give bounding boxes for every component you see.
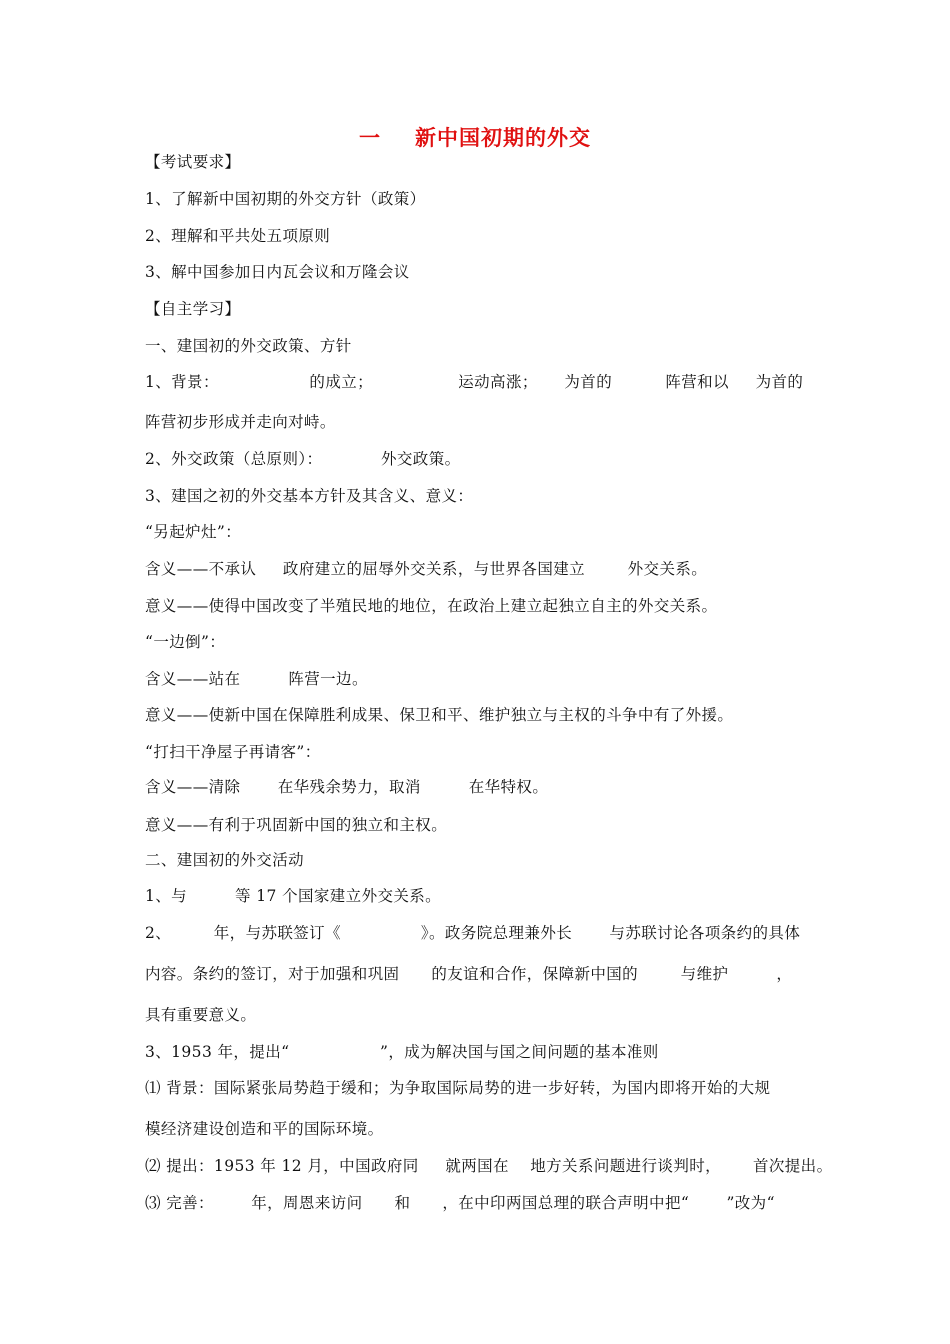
text-line: “另起炉灶”： — [145, 523, 242, 541]
text-line: 含义——不承认 政府建立的屈辱外交关系，与世界各国建立 外交关系。 — [145, 560, 708, 578]
text-line: 3、解中国参加日内瓦会议和万隆会议 — [145, 263, 410, 281]
text-line: ⑶ 完善： 年，周恩来访问 和 ，在中印两国总理的联合声明中把“ ”改为“ — [145, 1194, 775, 1212]
title-number: 一 — [359, 125, 381, 150]
section-heading-exam: 【考试要求】 — [145, 153, 241, 171]
text-line: 内容。条约的签订，对于加强和巩固 的友谊和合作，保障新中国的 与维护 ， — [145, 965, 793, 983]
text-line: 1、了解新中国初期的外交方针（政策） — [145, 190, 426, 208]
text-line: 一、建国初的外交政策、方针 — [145, 337, 352, 355]
text-line: 具有重要意义。 — [145, 1006, 257, 1024]
text-line: 2、 年，与苏联签订《 》。政务院总理兼外长 与苏联讨论各项条约的具体 — [145, 924, 801, 942]
text-line: 含义——清除 在华残余势力，取消 在华特权。 — [145, 778, 549, 796]
text-line: 意义——有利于巩固新中国的独立和主权。 — [145, 816, 448, 834]
text-line: 意义——使得中国改变了半殖民地的地位，在政治上建立起独立自主的外交关系。 — [145, 597, 718, 615]
text-line: 二、建国初的外交活动 — [145, 851, 305, 869]
section-heading-study: 【自主学习】 — [145, 300, 241, 318]
text-line: 3、1953 年，提出“ ”，成为解决国与国之间问题的基本准则 — [145, 1043, 659, 1061]
text-line: 2、外交政策（总原则）： 外交政策。 — [145, 450, 461, 468]
text-line: 2、理解和平共处五项原则 — [145, 227, 331, 245]
text-line: 意义——使新中国在保障胜利成果、保卫和平、维护独立与主权的斗争中有了外援。 — [145, 706, 734, 724]
text-line: 模经济建设创造和平的国际环境。 — [145, 1120, 384, 1138]
text-line: 1、背景： 的成立； 运动高涨； 为首的 阵营和以 为首的 — [145, 373, 804, 391]
text-line: “一边倒”： — [145, 633, 226, 651]
text-line: 1、与 等 17 个国家建立外交关系。 — [145, 887, 442, 905]
text-line: 含义——站在 阵营一边。 — [145, 670, 368, 688]
text-line: ⑵ 提出：1953 年 12 月，中国政府同 就两国在 地方关系问题进行谈判时， 首次提出。 — [145, 1157, 833, 1175]
text-line: 3、建国之初的外交基本方针及其含义、意义： — [145, 487, 474, 505]
text-line: ⑴ 背景：国际紧张局势趋于缓和；为争取国际局势的进一步好转，为国内即将开始的大规 — [145, 1079, 771, 1097]
text-line: “打扫干净屋子再请客”： — [145, 743, 321, 761]
text-line: 阵营初步形成并走向对峙。 — [145, 413, 336, 431]
title-text: 新中国初期的外交 — [415, 125, 591, 150]
page-title — [0, 122, 950, 152]
